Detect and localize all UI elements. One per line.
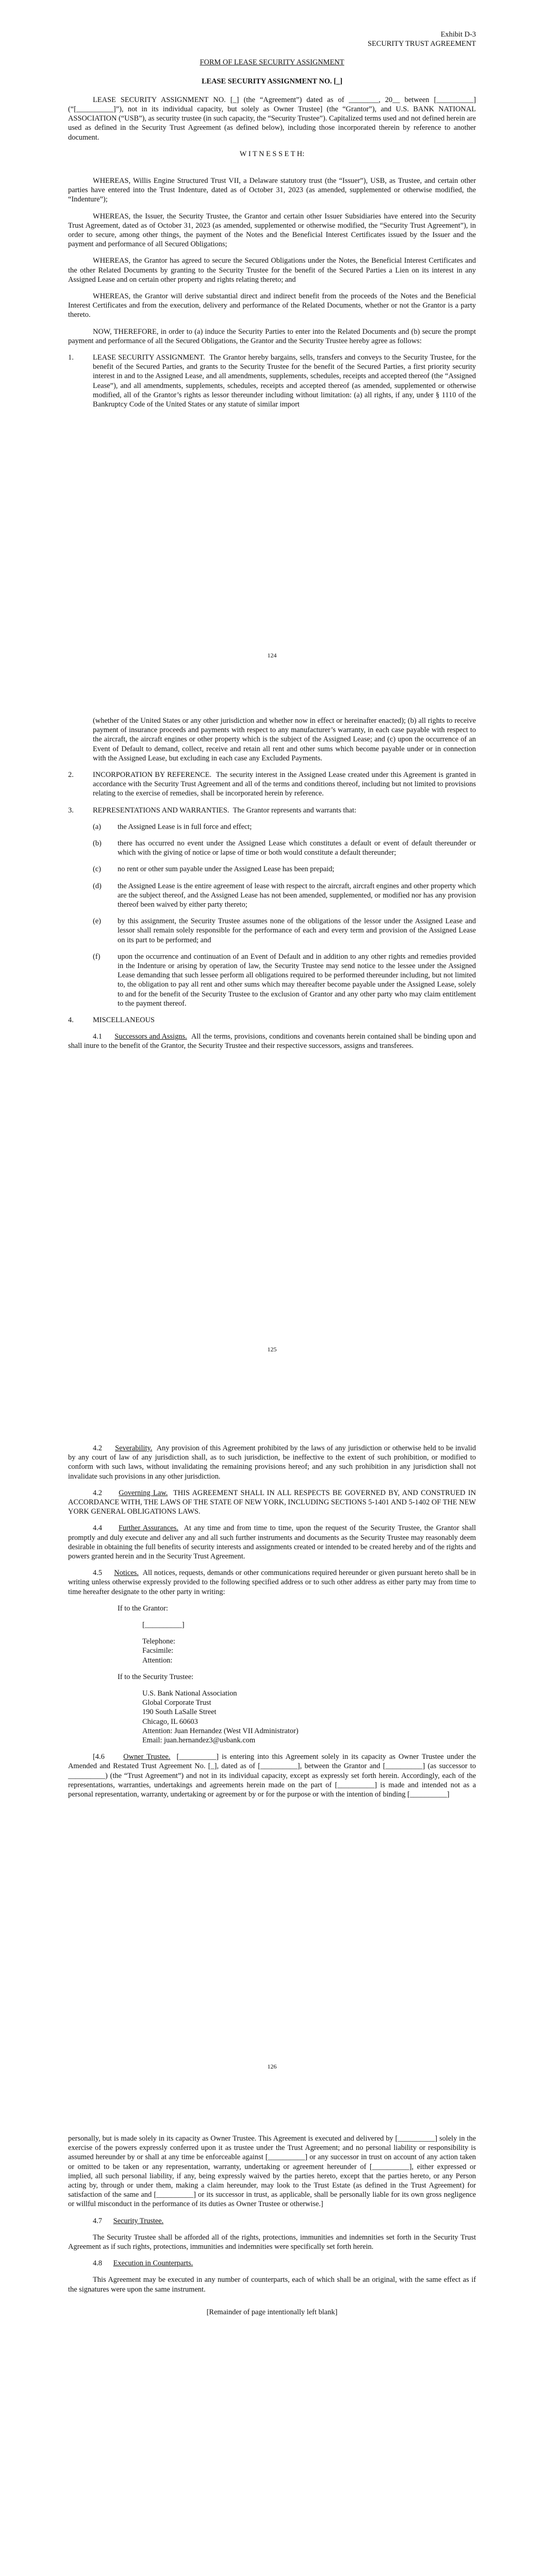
section-4-3-text: THIS AGREEMENT SHALL IN ALL RESPECTS BE GOVERNED BY, AND CONSTRUED IN ACCORDANCE WITH, THE LAWS OF THE STATE OF NEW YORK, INCLUDING SECTIONS 5-1401 AND 5-1402 OF THE NEW YORK GENERAL OBLIGATIONS LAWS. (68, 1488, 476, 1516)
grantor-telephone: Telephone: (142, 1637, 175, 1646)
section-1-continued: (whether of the United States or any other jurisdiction and whether now in effect or hereinafter enacted); (b) all rights to receive payment of insurance proceeds and payments with respect to any manufacturer’s warranty, in each case payable with respect to the aircraft, the aircraft engines or other property which is the subject of the Assigned Lease; and (c) upon the occurrence of an Event of Default to demand, collect, receive and retain all rent and other sums which become payable under or in connection with the Assigned Lease, but excluding in each case any Excluded Payments. (93, 717, 476, 762)
remainder-note: [Remainder of page intentionally left blank] (206, 2308, 338, 2316)
section-4-1-text: All the terms, provisions, conditions and covenants herein contained shall be binding upon and shall inure to the benefit of the Grantor, the Security Trustee and their respective successors, assigns and transferees. (68, 1032, 476, 1050)
trustee-address-line: 190 South LaSalle Street (142, 1708, 217, 1717)
exhibit-subtitle: SECURITY TRUST AGREEMENT (367, 40, 476, 48)
now-therefore-paragraph: NOW, THEREFORE, in order to (a) induce the Security Parties to enter into the Related Documents and (b) secure the prompt payment and performance of all the Secured Obligations, the Grantor and the Security Trustee hereby agree as follows: (68, 327, 476, 345)
section-2-text: The security interest in the Assigned Lease created under this Agreement is granted in accordance with the Security Trust Agreement and all of the terms and conditions thereof, including but not limited to provisions relating to the exercise of remedies, shall be incorporated herein by reference. (93, 771, 476, 798)
item-text: by this assignment, the Security Trustee assumes none of the obligations of the lessor under the Assigned Lease and lessor shall remain solely responsible for the performance of each and every term and provision of the Assigned Lease on its part to be performed; and (118, 917, 476, 944)
list-item (93, 952, 476, 1008)
section-4-2-text: Any provision of this Agreement prohibited by the laws of any jurisdiction or otherwise held to be invalid by any court of law of any jurisdiction shall, as to such jurisdiction, be ineffective to the extent of such prohibition, or modified to conform with such laws, without invalidating the remaining provisions hereof; and any such prohibition in any jurisdiction shall not invalidate such provisions in any other jurisdiction. (68, 1444, 476, 1481)
trustee-label: If to the Security Trustee: (118, 1672, 194, 1681)
document-title: LEASE SECURITY ASSIGNMENT NO. [_] (201, 77, 343, 86)
section-1-text: The Grantor hereby bargains, sells, transfers and conveys to the Security Trustee, for the benefit of the Secured Parties, and grants to the Security Trustee for the benefit of the Secured Parties, a first priority security interest in and to the Assigned Lease, and all amendments, supplements, schedules, receipts and accepted thereof (the “Assigned Lease”), and all amendments, supplements, schedules, receipts and accepted thereof (as amended, supplemented or otherwise modified, all of the Grantor’s rights as lessor thereunder including without limitation: (a) all rights, if any, under § 1110 of the Bankruptcy Code of the United States or any statute of similar import (93, 353, 476, 409)
page-2-content (68, 716, 476, 1353)
item-label: (b) (93, 839, 102, 848)
section-1 (68, 353, 476, 409)
document-page-2 (0, 685, 544, 1396)
item-label: (d) (93, 882, 102, 890)
section-4-8-heading: Execution in Counterparts. (113, 2259, 193, 2268)
section-4-6-number: [4.6 (93, 1753, 105, 1761)
section-4-2 (68, 1444, 476, 1481)
section-4-8-text: This Agreement may be executed in any number of counterparts, each of which shall be an original, with the same effect as if the signatures were upon the same instrument. (68, 2276, 476, 2294)
section-4-6-text: [__________] is entering into this Agreement solely in its capacity as Owner Trustee under the Amended and Restated Trust Agreement No. [_], dated as of [__________], between the Grantor and [__________] (as successor to __________) (the “Trust Agreement”) and not in its individual capacity, except as expressly set forth herein. Accordingly, each of the representations, warranties, undertakings and agreements herein made on the part of [__________] is made and intended not as a personal representation, warranty, undertaking or agreement by or for the purpose or with the intention of binding [__________] (68, 1753, 476, 1799)
document-page-1 (0, 0, 544, 685)
form-title: FORM OF LEASE SECURITY ASSIGNMENT (200, 58, 344, 67)
whereas-3: WHEREAS, the Grantor has agreed to secure the Secured Obligations under the Notes, the Beneficial Interest Certificates and the other Related Documents by granting to the Security Trustee for the benefit of the Secured Parties a Lien on its interest in any Assigned Lease and on certain other property and rights relating thereto; and (68, 257, 476, 284)
section-4-6 (68, 1752, 476, 1799)
item-text: no rent or other sum payable under the Assigned Lease has been prepaid; (118, 865, 335, 874)
section-2-body (93, 770, 476, 799)
section-4-6-continued: personally, but is made solely in its capacity as Owner Trustee. This Agreement is executed and delivered by [__________] solely in the exercise of the powers expressly conferred upon it as trustee under the Trust Agreement; and no personal liability or responsibility is assumed hereunder by or shall at any time be enforceable against [__________] or any successor in trust on account of any action taken or omitted to be taken or any representation, warranty, undertaking or agreement hereunder of [__________], either expressed or implied, all such personal liability, if any, being expressly waived by the parties hereto, except that the parties hereto, or any Person acting by, through or under them, making a claim hereunder, may look to the Trust Estate (as defined in the Trust Agreement) for satisfaction of the same and [__________] or its successor in trust, as applicable, shall be personally liable for its own gross negligence or willful misconduct in the performance of its duties as Owner Trustee or otherwise.] (68, 2134, 476, 2209)
intro-paragraph: LEASE SECURITY ASSIGNMENT NO. [_] (the “Agreement”) dated as of ________, 20__ between [__________] (“[__________]”), not in its individual capacity, but solely as Owner Trustee] (the “Grantor”), and U.S. BANK NATIONAL ASSOCIATION (“USB”), as security trustee (in such capacity, the “Security Trustee”). Capitalized terms used and not defined herein are used as defined in the Security Trust Agreement (as defined below), including those incorporated therein by reference to another document. (68, 95, 476, 142)
section-4 (68, 1015, 476, 1025)
item-text: there has occurred no event under the Assigned Lease which constitutes a default or event of default thereunder or which with the giving of notice or lapse of time or both would constitute a default thereunder; (118, 839, 476, 857)
item-label: (e) (93, 917, 101, 926)
page-3-content (68, 1444, 476, 2070)
section-3-heading: REPRESENTATIONS AND WARRANTIES. (93, 806, 229, 815)
section-4-4-text: At any time and from time to time, upon the request of the Security Trustee, the Grantor shall promptly and duly execute and deliver any and all such further instruments and documents as the Security Trustee may reasonably deem desirable in obtaining the full benefits of security interests and assignments created or intended to be created hereby and of the rights and powers granted herein and in the Security Trust Agreement. (68, 1524, 476, 1561)
section-1-number: 1. (68, 353, 74, 362)
section-4-8-number: 4.8 (93, 2259, 102, 2268)
page-number: 126 (267, 2063, 277, 2070)
section-3 (68, 806, 476, 815)
page-number: 125 (267, 1346, 277, 1353)
trustee-address-line: Email: juan.hernandez3@usbank.com (142, 1736, 256, 1745)
section-4-2-number: 4.2 (93, 1444, 102, 1452)
grantor-name: [__________] (142, 1621, 185, 1630)
section-4-heading: MISCELLANEOUS (93, 1016, 155, 1025)
section-4-7-heading: Security Trustee. (113, 2216, 164, 2225)
page-number: 124 (267, 652, 277, 659)
section-4-7-heading-line (68, 2216, 476, 2226)
document-page-3 (0, 1396, 544, 2107)
whereas-4: WHEREAS, the Grantor will derive substantial direct and indirect benefit from the proceeds of the Notes and the Beneficial Interest Certificates and from the execution, delivery and performance of the Related Documents, whether or not the Grantor is a party thereto. (68, 292, 476, 319)
grantor-attention: Attention: (142, 1656, 173, 1665)
page-4-content (68, 2134, 476, 2317)
section-4-7-number: 4.7 (93, 2216, 102, 2225)
section-3-number: 3. (68, 806, 74, 815)
section-4-number: 4. (68, 1016, 74, 1025)
trustee-address-line: Attention: Juan Hernandez (West VII Administrator) (142, 1726, 299, 1735)
section-4-1 (68, 1032, 476, 1050)
item-label: (c) (93, 865, 101, 874)
trustee-address-line: U.S. Bank National Association (142, 1689, 237, 1698)
item-label: (f) (93, 952, 101, 961)
section-2 (68, 770, 476, 799)
section-4-3-heading: Governing Law. (119, 1488, 168, 1497)
document-page-4 (0, 2107, 544, 2576)
section-4-4 (68, 1523, 476, 1561)
grantor-label: If to the Grantor: (118, 1604, 168, 1613)
section-4-2-heading: Severability. (115, 1444, 153, 1452)
section-2-number: 2. (68, 771, 74, 779)
section-4-4-number: 4.4 (93, 1524, 102, 1533)
section-4-5 (68, 1568, 476, 1597)
section-4-3-number: 4.2 (93, 1488, 102, 1497)
section-1-body (93, 353, 476, 409)
witnesseth-heading: W I T N E S S E T H: (239, 149, 305, 158)
section-3-body (93, 806, 476, 815)
page-1-content (68, 30, 476, 659)
section-3-text: The Grantor represents and warrants that: (233, 806, 356, 815)
section-1-heading: LEASE SECURITY ASSIGNMENT. (93, 353, 205, 362)
item-text: the Assigned Lease is the entire agreement of lease with respect to the aircraft, aircraft engines and other property which are the subject thereof, and the Assigned Lease has not been amended, supplemented, or modified nor has any provision thereof been waived by either party thereto; (118, 882, 476, 909)
whereas-2: WHEREAS, the Issuer, the Security Trustee, the Grantor and certain other Issuer Subsidiaries have entered into the Security Trust Agreement, dated as of October 31, 2023 (as amended, supplemented or otherwise modified, the “Security Trust Agreement”), in order to secure, among other things, the payment of the Notes and the Beneficial Interest Certificates issued by the Issuer and the payment and performance of all Secured Obligations; (68, 212, 476, 249)
item-text: the Assigned Lease is in full force and effect; (118, 822, 252, 831)
list-item (93, 882, 476, 910)
list-item (93, 839, 476, 857)
section-4-4-heading: Further Assurances. (118, 1524, 178, 1533)
grantor-facsimile: Facsimile: (142, 1647, 173, 1655)
section-4-5-text: All notices, requests, demands or other communications required hereunder or given pursuant hereto shall be in writing unless otherwise expressly provided to the following specified address or to such other address as either party may from time to time hereafter designate to the other party in writing: (68, 1569, 476, 1596)
section-4-8-heading-line (68, 2259, 476, 2268)
trustee-address-line: Chicago, IL 60603 (142, 1717, 198, 1726)
section-4-1-heading: Successors and Assigns. (114, 1032, 187, 1041)
item-label: (a) (93, 822, 101, 831)
item-text: upon the occurrence and continuation of an Event of Default and in addition to any other rights and remedies provided in the Indenture or arising by operation of law, the Security Trustee may send notice to the lessee under the Assigned Lease demanding that such lessee perform all obligations required to be performed thereunder including, but not limited to, the obligation to pay all rent and other sums which may thereafter become payable under the Assigned Lease, solely to and for the benefit of the Security Trustee to the exclusion of Grantor and any other party who may claim entitlement to the payment thereof. (118, 952, 476, 1008)
section-2-heading: INCORPORATION BY REFERENCE. (93, 771, 212, 779)
section-4-6-heading: Owner Trustee. (123, 1753, 171, 1761)
section-4-7-text: The Security Trustee shall be afforded all of the rights, protections, immunities and indemnities set forth in the Security Trust Agreement as if such rights, protections, immunities and indemnities were specifically set forth herein. (68, 2233, 476, 2251)
trustee-address-line: Global Corporate Trust (142, 1699, 211, 1707)
section-4-5-number: 4.5 (93, 1569, 102, 1578)
whereas-1: WHEREAS, Willis Engine Structured Trust VII, a Delaware statutory trust (the “Issuer”), USB, as Trustee, and certain other parties have entered into the Trust Indenture, dated as of October 31, 2023 (as amended, supplemented or otherwise modified, the “Indenture”); (68, 177, 476, 204)
section-4-1-number: 4.1 (93, 1032, 102, 1041)
section-4-5-heading: Notices. (114, 1569, 139, 1578)
section-4-3 (68, 1488, 476, 1517)
list-item (93, 917, 476, 945)
list-item (93, 865, 476, 874)
list-item (93, 822, 476, 832)
exhibit-label: Exhibit D-3 (440, 30, 476, 39)
